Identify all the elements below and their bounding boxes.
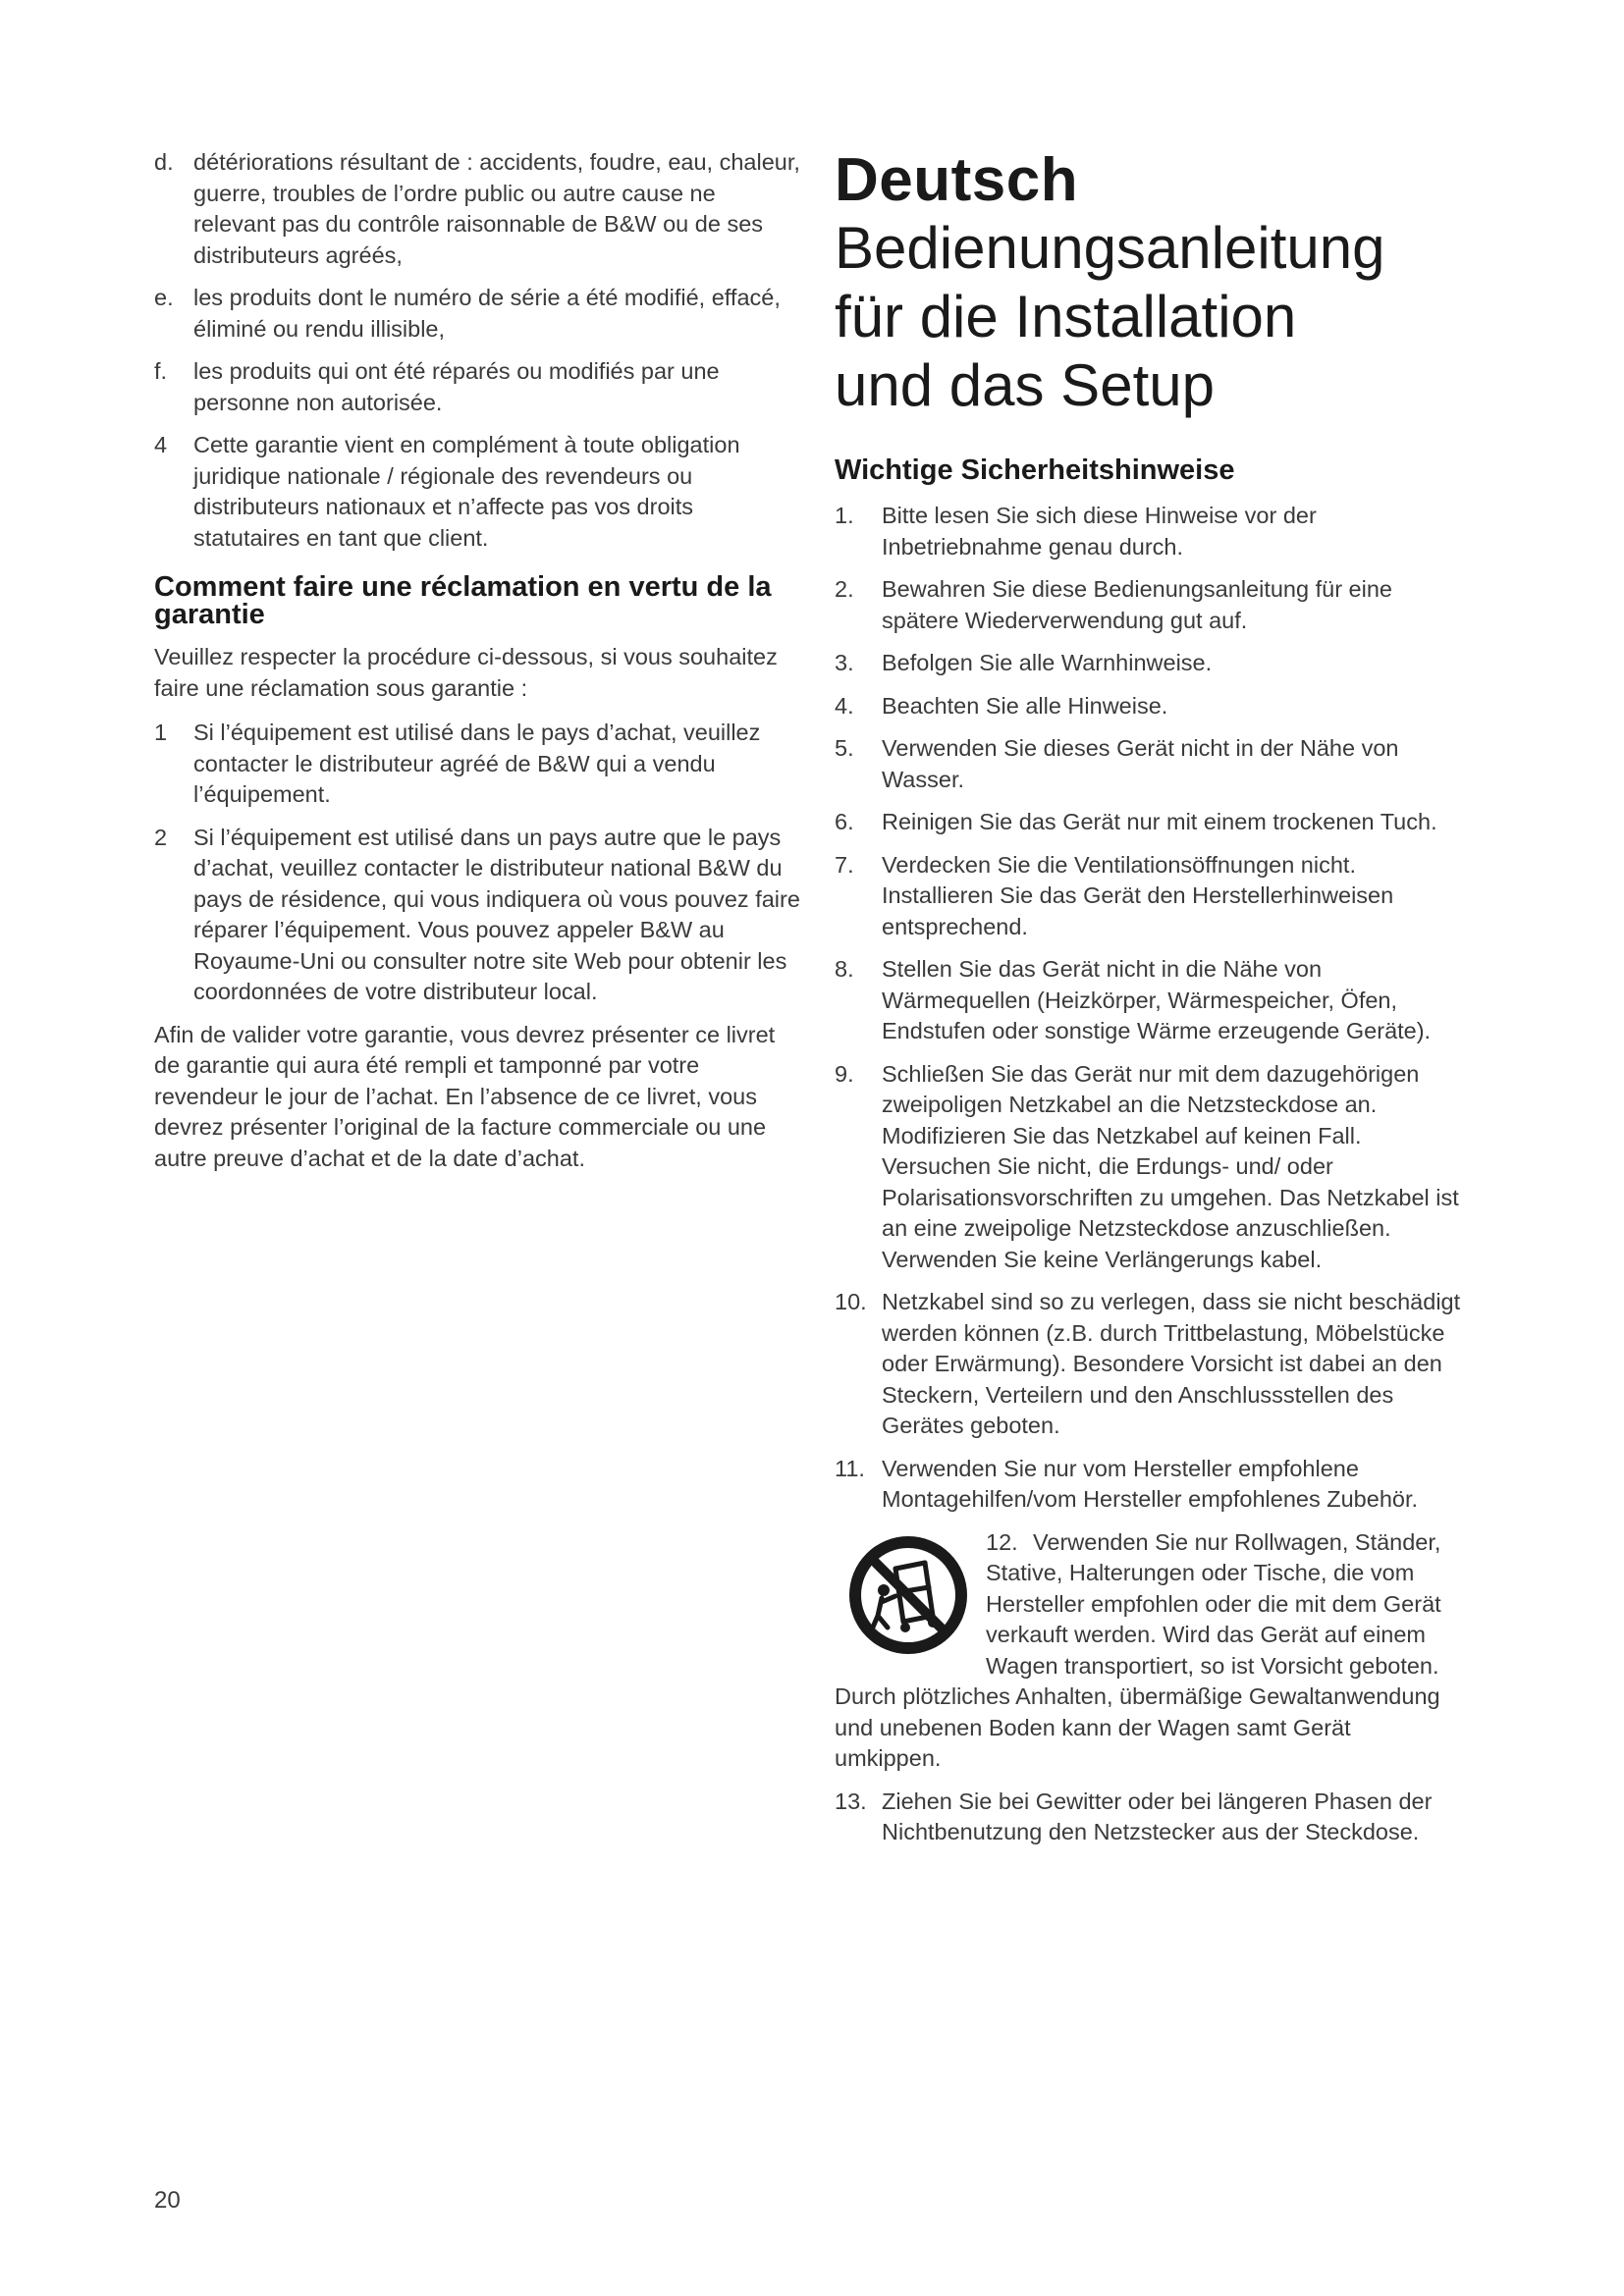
list-text: Verdecken Sie die Ventilationsöffnungen nicht. Installieren Sie das Gerät den Herstellerhinweisen entsprechend. (882, 851, 1394, 939)
list-item-4 (154, 430, 802, 554)
list-text: Verwenden Sie nur vom Hersteller empfohlene Montagehilfen/vom Hersteller empfohlenes Zubehör. (882, 1455, 1419, 1512)
list-marker: 7. (835, 851, 854, 878)
safety-item-3 (835, 648, 1463, 679)
list-text: les produits dont le numéro de série a été modifié, effacé, éliminé ou rendu illisible, (193, 285, 781, 342)
page-number: 20 (154, 2187, 181, 2214)
list-text: Verwenden Sie dieses Gerät nicht in der Nähe von Wasser. (882, 735, 1399, 792)
list-text: Stellen Sie das Gerät nicht in die Nähe von Wärmequellen (Heizkörper, Wärmespeicher, Öfen, Endstufen oder sonstige Wärme erzeugende Geräte). (882, 956, 1432, 1043)
list-text: Befolgen Sie alle Warnhinweise. (882, 650, 1213, 675)
list-item-f (154, 356, 802, 418)
list-marker: 5. (835, 735, 854, 761)
safety-item-7 (835, 850, 1463, 943)
list-text: Bitte lesen Sie sich diese Hinweise vor der Inbetriebnahme genau durch. (882, 503, 1317, 560)
list-text: Netzkabel sind so zu verlegen, dass sie nicht beschädigt werden können (z.B. durch Trittbelastung, Möbelstücke oder Erwärmung). Besondere Vorsicht ist dabei an den Steckern, Verteilern und den Anschlussstellen des Gerätes geboten. (882, 1289, 1461, 1438)
list-marker: 10. (835, 1289, 867, 1314)
list-text: Cette garantie vient en complément à toute obligation juridique nationale / régionale des revendeurs ou distributeurs nationaux et n’affecte pas vos droits statutaires en tant que client. (193, 432, 740, 551)
list-marker: 2 (154, 824, 168, 850)
safety-heading: Wichtige Sicherheitshinweise (835, 454, 1235, 486)
list-text: Bewahren Sie diese Bedienungsanleitung für eine spätere Wiederverwendung gut auf. (882, 576, 1392, 633)
list-marker: 1. (835, 503, 854, 528)
list-marker: 11. (835, 1455, 865, 1481)
safety-list (835, 501, 1463, 1516)
list-marker: 12. (986, 1528, 1018, 1555)
list-text: les produits qui ont été réparés ou modifiés par une personne non autorisée. (193, 358, 720, 415)
list-marker: d. (154, 149, 174, 175)
document-title: Bedienungsanleitung für die Installation und das Setup (835, 215, 1385, 418)
list-marker: 2. (835, 576, 854, 602)
safety-item-12 (835, 1527, 1463, 1775)
safety-item-13 (835, 1787, 1463, 1848)
safety-item-1 (835, 501, 1463, 562)
list-text: Beachten Sie alle Hinweise. (882, 692, 1168, 719)
list-marker: f. (154, 358, 168, 384)
list-marker: e. (154, 285, 174, 310)
claim-item-1 (154, 718, 802, 811)
list-text: Ziehen Sie bei Gewitter oder bei längeren Phasen der Nichtbenutzung den Netzstecker aus der Steckdose. (882, 1788, 1433, 1844)
list-text: Reinigen Sie das Gerät nur mit einem trockenen Tuch. (882, 809, 1437, 834)
safety-item-6 (835, 807, 1463, 838)
list-marker: 13. (835, 1788, 867, 1814)
safety-item-2 (835, 574, 1463, 636)
list-item-e (154, 283, 802, 345)
right-column (835, 147, 1463, 1860)
language-title: Deutsch (835, 146, 1079, 214)
claim-heading: Comment faire une réclamation en vertu de la garantie (154, 571, 772, 630)
safety-item-4 (835, 691, 1463, 722)
list-marker: 8. (835, 956, 854, 982)
list-marker: 1 (154, 720, 168, 745)
list-marker: 4. (835, 692, 854, 719)
safety-item-9 (835, 1059, 1463, 1276)
cart-tip-over-warning-icon (844, 1531, 972, 1659)
list-text: Schließen Sie das Gerät nur mit dem dazugehörigen zweipoligen Netzkabel an die Netzsteckdose an. Modifizieren Sie das Netzkabel auf keinen Fall. Versuchen Sie nicht, die Erdungs- und/ oder Polarisationsvorschriften zu umgehen. Das Netzkabel ist an eine zweipolige Netzsteckdose anzuschließen. Verwenden Sie keine Verlängerungs kabel. (882, 1060, 1459, 1272)
list-item-d (154, 147, 802, 271)
list-text: détériorations résultant de : accidents, foudre, eau, chaleur, guerre, troubles de l’ordre public ou autre cause ne relevant pas du contrôle raisonnable de B&W ou de ses distributeurs agréés, (193, 149, 800, 268)
closing-paragraph: Afin de valider votre garantie, vous devrez présenter ce livret de garantie qui aura été rempli et tamponné par votre revendeur le jour de l’achat. En l’absence de ce livret, vous devrez présenter l’original de la facture commerciale ou une autre preuve d’achat et de la date d’achat. (154, 1021, 776, 1171)
list-marker: 4 (154, 432, 168, 457)
claim-intro: Veuillez respecter la procédure ci-dessous, si vous souhaitez faire une réclamation sous garantie : (154, 644, 778, 701)
claim-item-2 (154, 823, 802, 1008)
list-text: Si l’équipement est utilisé dans un pays autre que le pays d’achat, veuillez contacter le distributeur national B&W du pays de résidence, qui vous indiquera où vous pouvez faire réparer l’équipement. Vous pouvez appeler B&W au Royaume-Uni ou consulter notre site Web pour obtenir les coordonnées de votre distributeur local. (193, 824, 800, 1004)
list-text: Verwenden Sie nur Rollwagen, Ständer, Stative, Halterungen oder Tische, die vom Hersteller empfohlen oder die mit dem Gerät verkauft werden. Wird das Gerät auf einem Wagen transportiert, so ist Vorsicht geboten. Durch plötzliches Anhalten, übermäßige Gewaltanwendung und unebenen Boden kann der Wagen samt Gerät umkippen. (835, 1528, 1441, 1771)
list-marker: 9. (835, 1060, 854, 1087)
list-marker: 6. (835, 809, 854, 834)
safety-item-10 (835, 1287, 1463, 1442)
list-text: Si l’équipement est utilisé dans le pays d’achat, veuillez contacter le distributeur agréé de B&W qui a vendu l’équipement. (193, 720, 761, 807)
safety-item-5 (835, 733, 1463, 795)
left-column (154, 147, 802, 1188)
safety-item-11 (835, 1454, 1463, 1516)
list-marker: 3. (835, 650, 854, 675)
safety-item-8 (835, 954, 1463, 1047)
